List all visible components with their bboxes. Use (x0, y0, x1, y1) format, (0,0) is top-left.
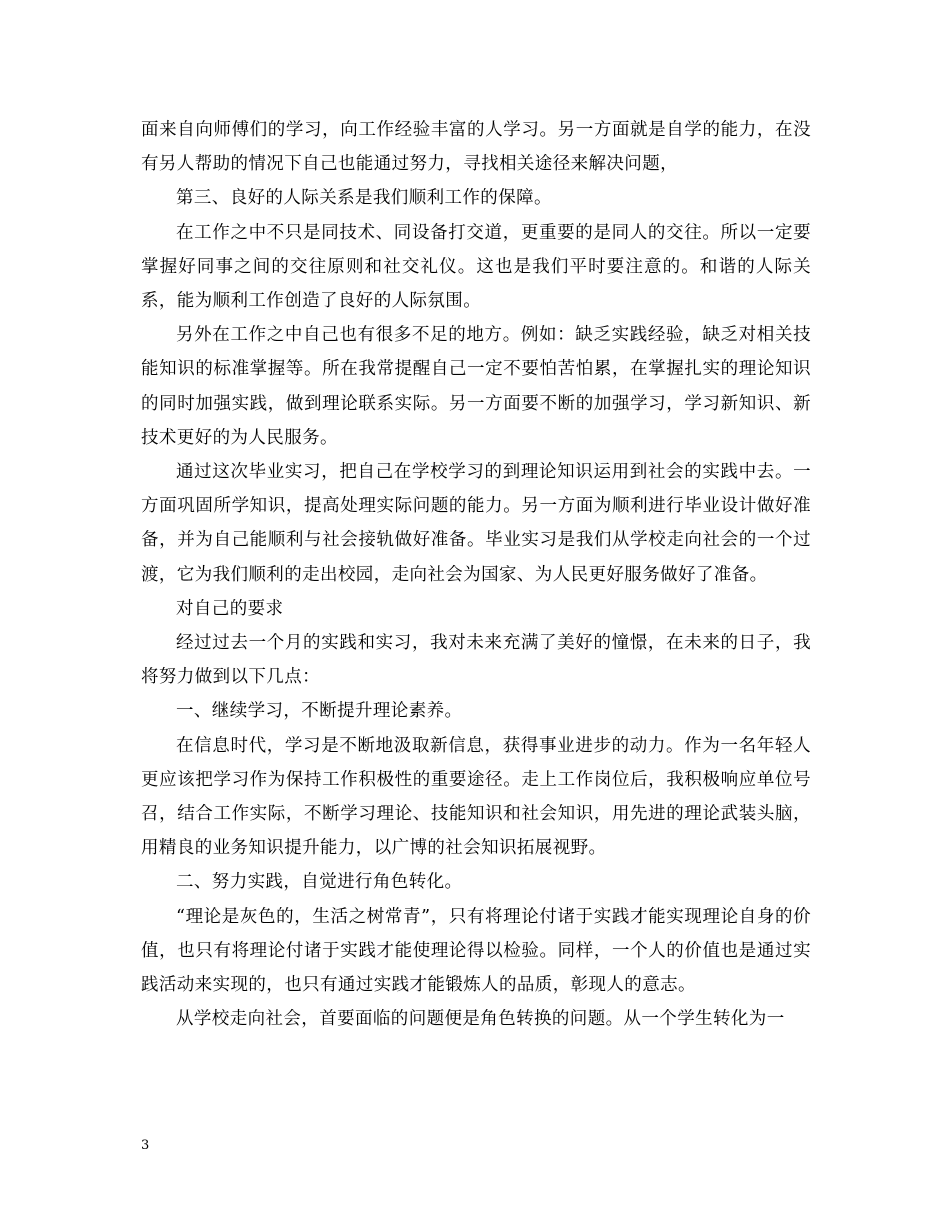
paragraph-5: 通过这次毕业实习，把自己在学校学习的到理论知识运用到社会的实践中去。一方面巩固所学知识，提高处理实际问题的能力。另一方面为顺利进行毕业设计做好准备，并为自己能顺利与社会接轨做好准备。毕业实习是我们从学校走向社会的一个过渡，它为我们顺利的走出校园，走向社会为国家、为人民更好服务做好了准备。 (141, 462, 811, 585)
body-text (141, 113, 811, 1036)
paragraph-7: 经过过去一个月的实践和实习，我对未来充满了美好的憧憬，在未来的日子，我将努力做到以下几点： (141, 633, 811, 688)
paragraph-9: 在信息时代，学习是不断地汲取新信息，获得事业进步的动力。作为一名年轻人更应该把学习作为保持工作积极性的重要途径。走上工作岗位后，我积极响应单位号召，结合工作实际，不断学习理论、技能知识和社会知识，用先进的理论武装头脑，用精良的业务知识提升能力，以广博的社会知识拓展视野。 (141, 735, 811, 859)
paragraph-4: 另外在工作之中自己也有很多不足的地方。例如：缺乏实践经验，缺乏对相关技能知识的标准掌握等。所在我常提醒自己一定不要怕苦怕累，在掌握扎实的理论知识的同时加强实践，做到理论联系实际。另一方面要不断的加强学习，学习新知识、新技术更好的为人民服务。 (141, 325, 811, 448)
paragraph-3: 在工作之中不只是同技术、同设备打交道，更重要的是同人的交往。所以一定要掌握好同事之间的交往原则和社交礼仪。这也是我们平时要注意的。和谐的人际关系，能为顺利工作创造了良好的人际氛围。 (141, 222, 811, 312)
paragraph-1: 面来自向师傅们的学习，向工作经验丰富的人学习。另一方面就是自学的能力，在没有另人帮助的情况下自己也能通过努力，寻找相关途径来解决问题， (141, 120, 811, 175)
paragraph-8: 一、继续学习，不断提升理论素养。 (176, 701, 463, 722)
paragraph-11: “理论是灰色的，生活之树常青”，只有将理论付诸于实践才能实现理论自身的价值，也只有将理论付诸于实践才能使理论得以检验。同样，一个人的价值也是通过实践活动来实现的，也只有通过实践才能锻炼人的品质，彰现人的意志。 (141, 906, 811, 996)
paragraph-10: 二、努力实践，自觉进行角色转化。 (176, 872, 463, 893)
paragraph-6: 对自己的要求 (176, 598, 284, 619)
page-number: 3 (141, 1138, 150, 1153)
paragraph-2: 第三、良好的人际关系是我们顺利工作的保障。 (176, 188, 552, 209)
paragraph-12: 从学校走向社会，首要面临的问题便是角色转换的问题。从一个学生转化为一 (176, 1009, 785, 1030)
